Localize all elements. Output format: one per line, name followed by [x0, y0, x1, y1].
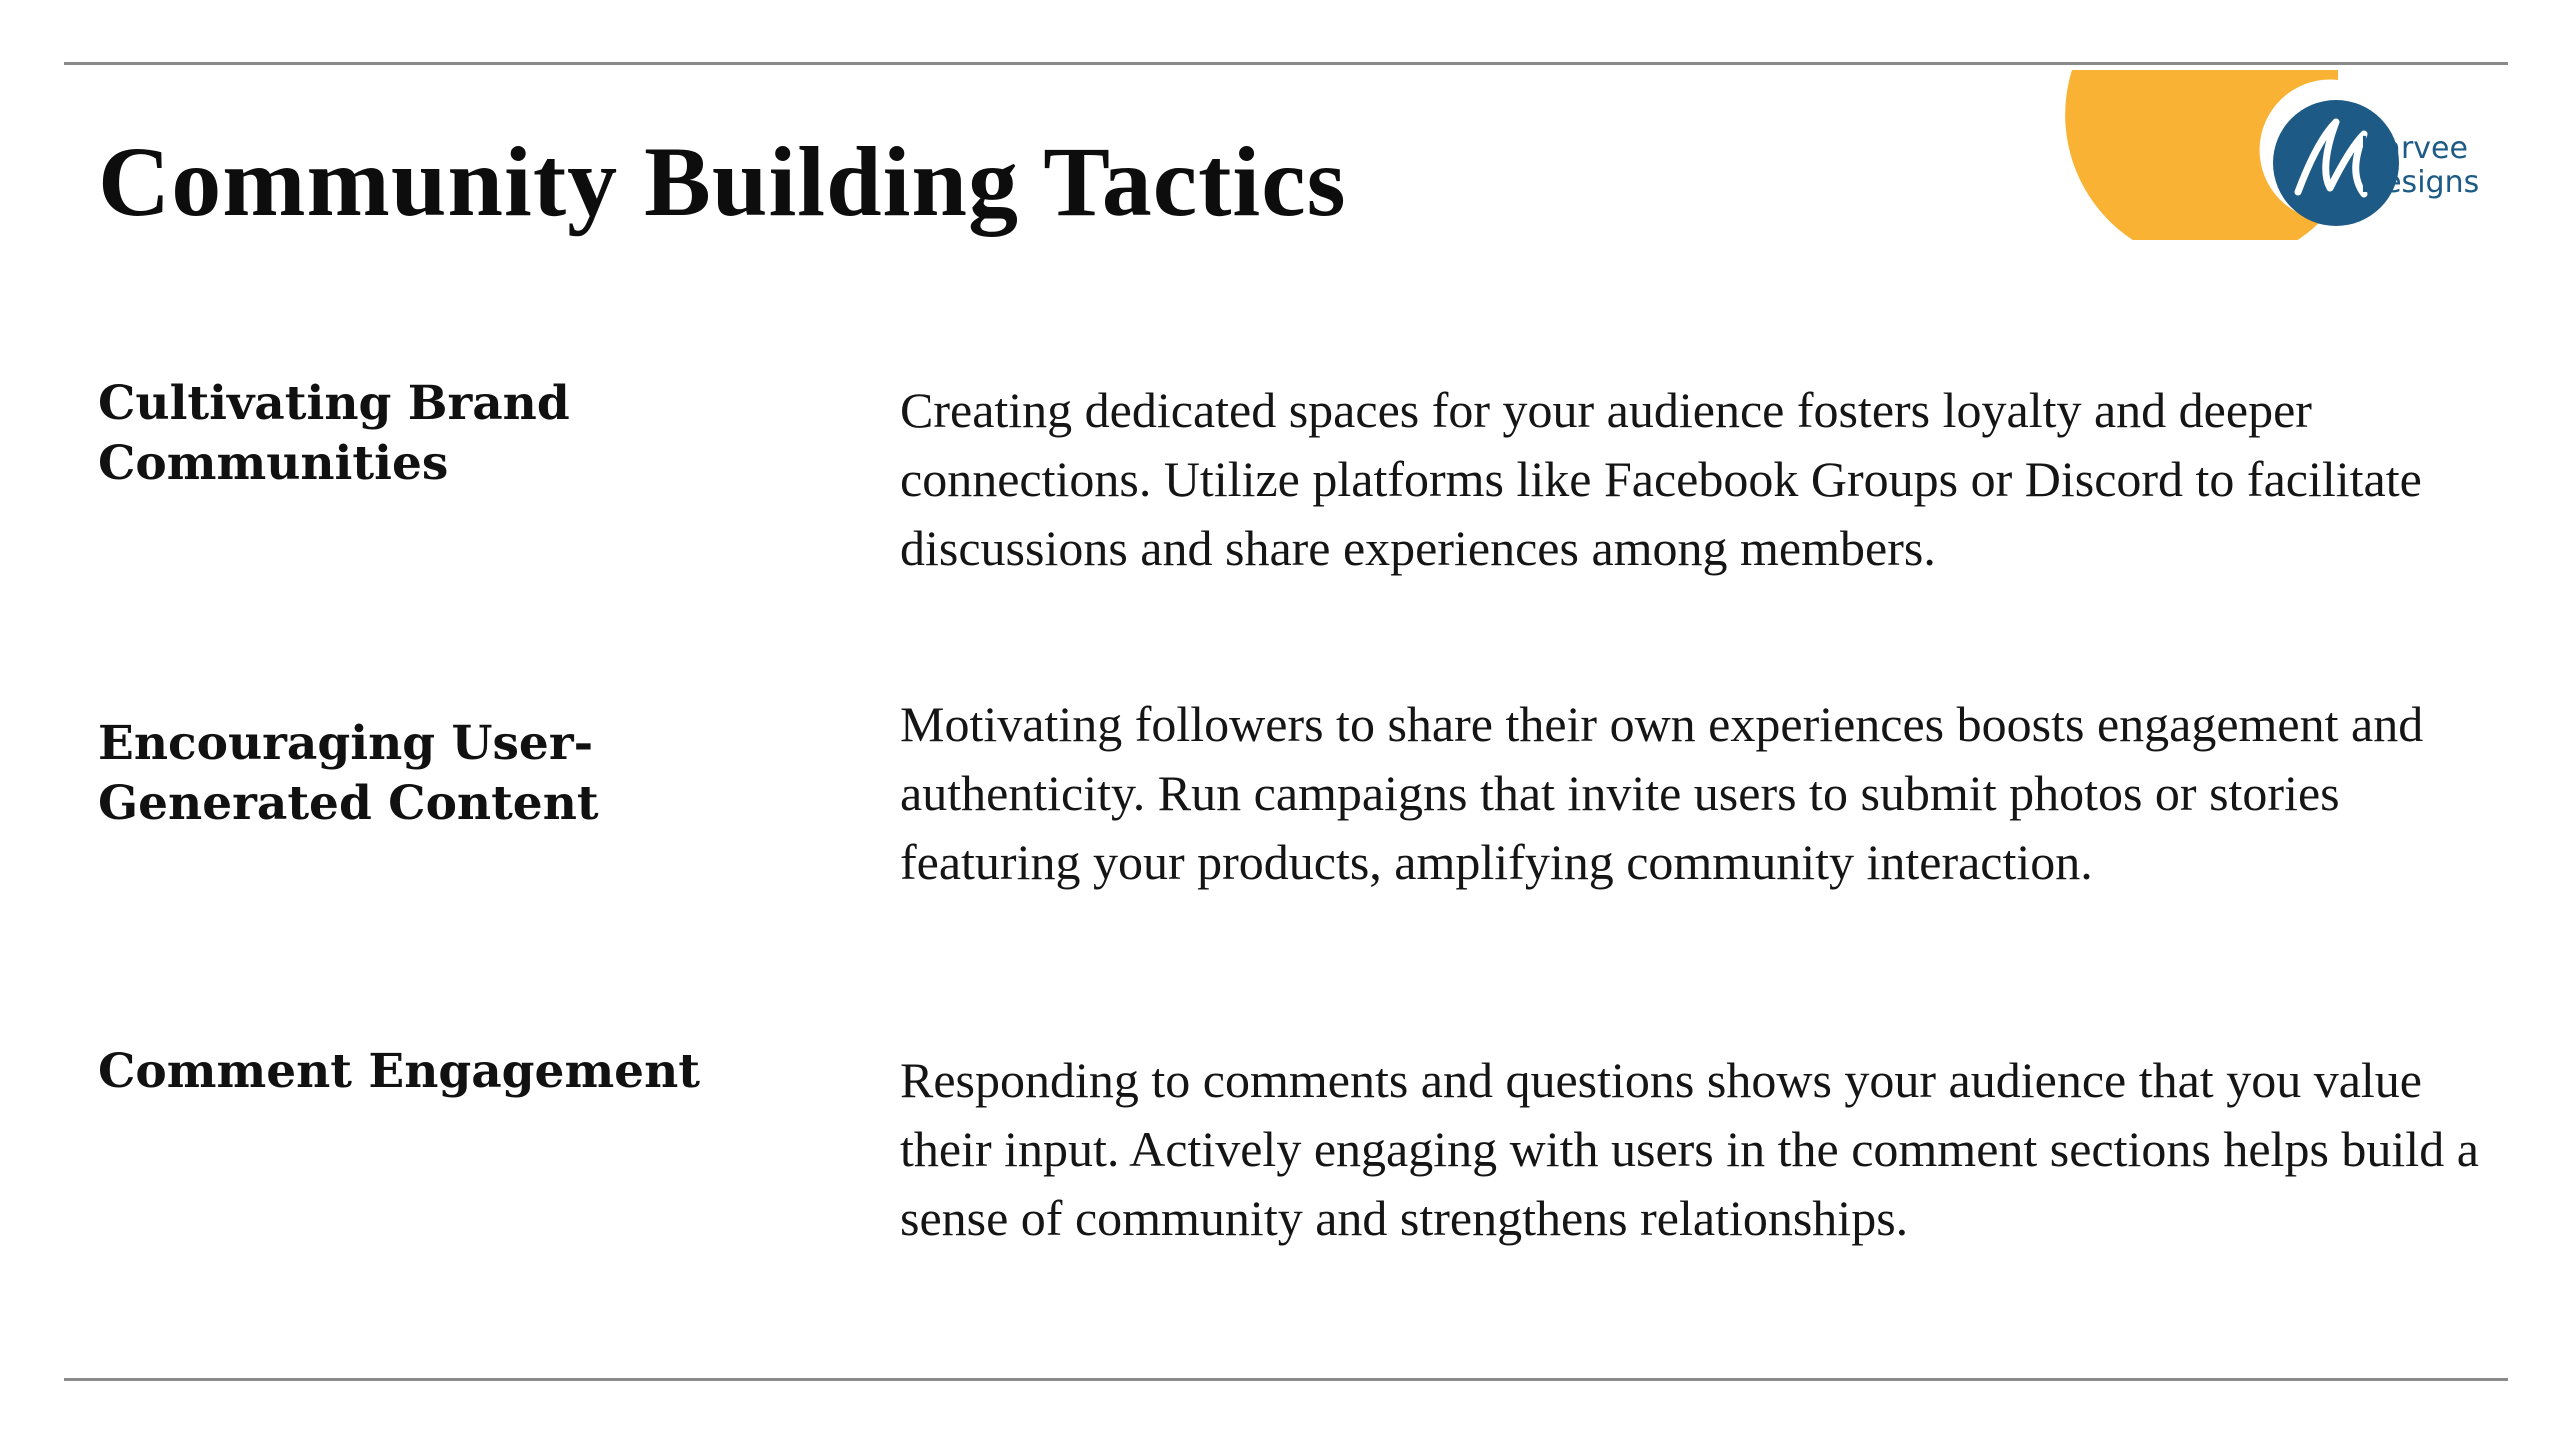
top-divider — [64, 62, 2508, 65]
tactic-description: Responding to comments and questions shows your audience that you value their input. Actively engaging with users in the comment sections helps build a sense of community and strengthens relationships. — [900, 1052, 2479, 1246]
logo-wordmark-line2: Designs — [2360, 165, 2480, 200]
tactic-heading: Comment Engagement — [98, 1044, 700, 1099]
brand-logo — [2060, 70, 2490, 240]
tactic-heading: Cultivating Brand Communities — [98, 376, 570, 491]
tactic-description: Creating dedicated spaces for your audience fosters loyalty and deeper connections. Utilize platforms like Facebook Groups or Discord to facilitate discussions and share experiences among members. — [900, 382, 2422, 576]
bottom-divider — [64, 1378, 2508, 1381]
tactic-description: Motivating followers to share their own experiences boosts engagement and authenticity. Run campaigns that invite users to submit photos or stories featuring your products, amplifying community interaction. — [900, 696, 2424, 890]
logo-wordmark — [2360, 132, 2479, 200]
logo-wordmark-line1: Harvee — [2360, 131, 2468, 166]
page-title: Community Building Tactics — [98, 126, 1347, 237]
tactic-heading: Encouraging User-Generated Content — [98, 716, 599, 831]
